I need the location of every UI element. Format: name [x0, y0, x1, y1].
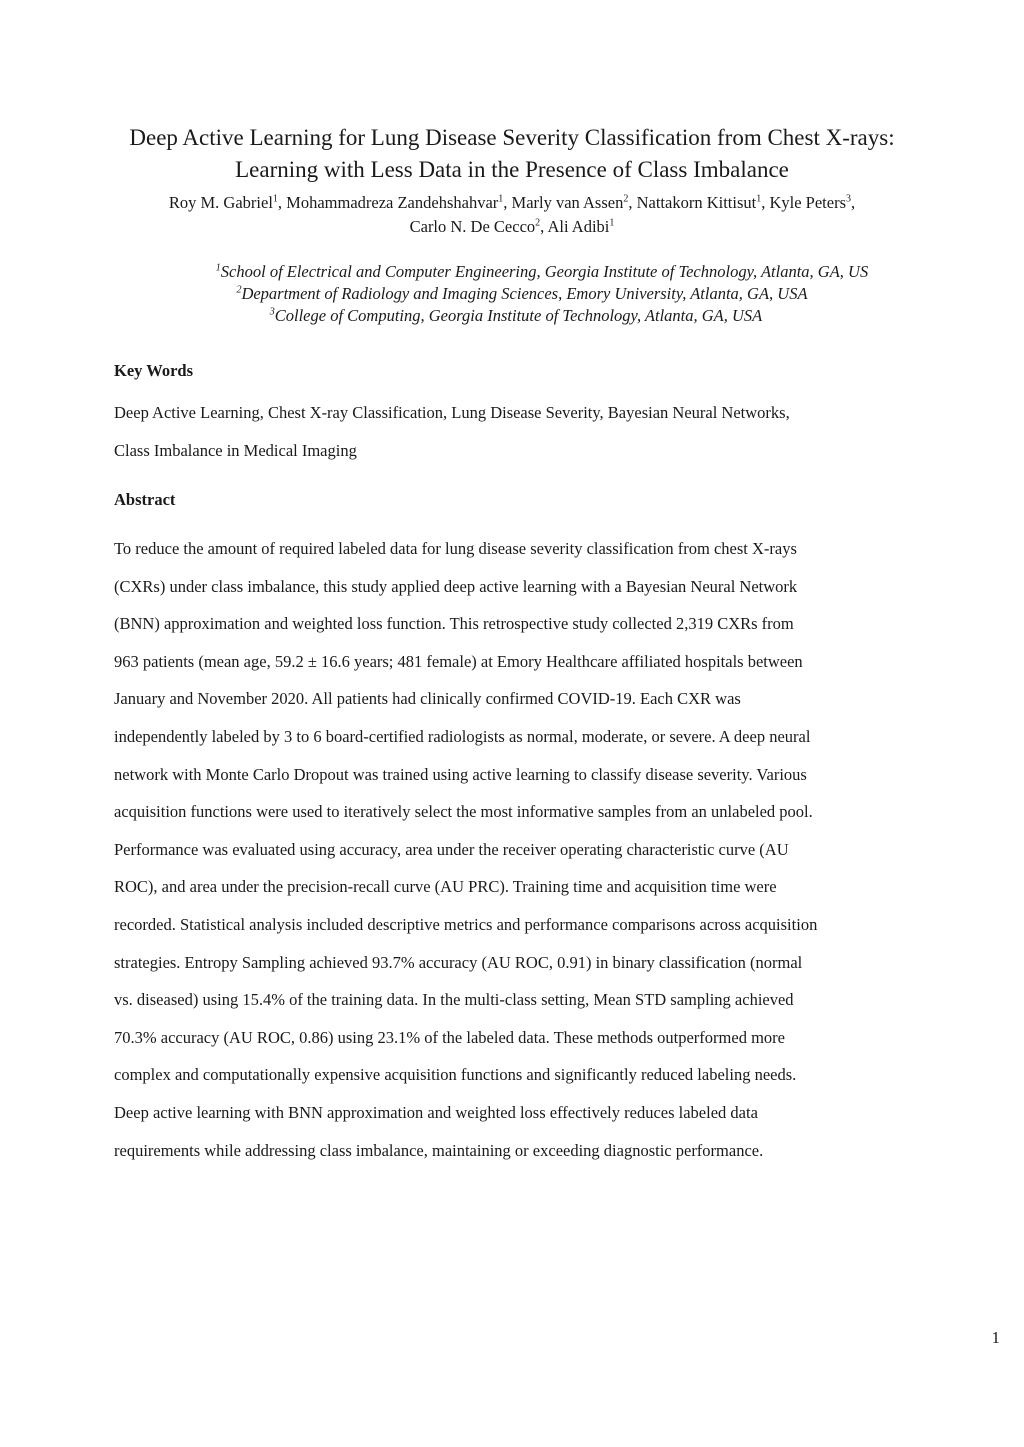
affiliation-item: [60, 305, 964, 327]
author-affiliation-mark: 1: [756, 193, 762, 205]
page-number: 1: [991, 1328, 1000, 1347]
affiliation-number: 1: [215, 262, 221, 274]
abstract-line: 70.3% accuracy (AU ROC, 0.86) using 23.1% of the labeled data. These methods outperformed more: [114, 1027, 785, 1047]
affiliation-item: [60, 283, 964, 305]
abstract-line: recorded. Statistical analysis included descriptive metrics and performance comparisons across acquisition: [114, 914, 818, 934]
paper-title: [60, 122, 964, 186]
author-name: Mohammadreza Zandehshahvar: [286, 193, 499, 212]
abstract-line: independently labeled by 3 to 6 board-certified radiologists as normal, moderate, or severe. A deep neural: [114, 726, 811, 746]
title-line: Learning with Less Data in the Presence of Class Imbalance: [235, 157, 789, 182]
abstract-line: network with Monte Carlo Dropout was trained using active learning to classify disease severity. Various: [114, 764, 807, 784]
abstract-line: strategies. Entropy Sampling achieved 93.7% accuracy (AU ROC, 0.91) in binary classification (normal: [114, 952, 803, 972]
abstract-line: vs. diseased) using 15.4% of the training data. In the multi-class setting, Mean STD sampling achieved: [114, 990, 794, 1010]
keywords-line: Deep Active Learning, Chest X-ray Classification, Lung Disease Severity, Bayesian Neural Networks,: [114, 403, 790, 422]
author-affiliation-mark: 2: [623, 193, 629, 205]
affiliation-text: College of Computing, Georgia Institute of Technology, Atlanta, GA, USA: [274, 306, 763, 325]
abstract-line: ROC), and area under the precision-recall curve (AU PRC). Training time and acquisition time were: [114, 877, 777, 897]
abstract-line: (CXRs) under class imbalance, this study applied deep active learning with a Bayesian Neural Network: [114, 576, 798, 596]
abstract-line: January and November 2020. All patients had clinically confirmed COVID-19. Each CXR was: [114, 689, 741, 709]
abstract-line: requirements while addressing class imbalance, maintaining or exceeding diagnostic performance.: [114, 1140, 764, 1160]
abstract-line: Performance was evaluated using accuracy, area under the receiver operating characteristic curve (AU: [114, 839, 789, 859]
abstract-line: Deep active learning with BNN approximation and weighted loss effectively reduces labeled data: [114, 1102, 758, 1122]
affiliation-item: [60, 261, 964, 283]
affiliation-list: [60, 261, 964, 327]
keywords-body: [114, 394, 914, 469]
author-name: Roy M. Gabriel: [168, 193, 273, 212]
author-separator: ,: [761, 193, 770, 212]
affiliation-text: Department of Radiology and Imaging Sciences, Emory University, Atlanta, GA, USA: [241, 284, 808, 303]
author-affiliation-mark: 1: [498, 193, 504, 205]
abstract-heading: Abstract: [114, 490, 176, 509]
abstract-line: complex and computationally expensive acquisition functions and significantly reduced labeling needs.: [114, 1065, 797, 1085]
author-line: [60, 215, 964, 239]
author-separator: ,: [277, 193, 287, 212]
affiliation-number: 3: [269, 306, 275, 318]
keywords-heading: Key Words: [114, 361, 193, 380]
affiliation-number: 2: [236, 284, 242, 296]
author-name: Carlo N. De Cecco: [409, 217, 536, 236]
author-name: Ali Adibi: [547, 217, 610, 236]
title-line: Deep Active Learning for Lung Disease Severity Classification from Chest X-rays:: [129, 125, 895, 150]
keywords-line: Class Imbalance in Medical Imaging: [114, 440, 357, 460]
abstract-body: [114, 530, 914, 1169]
author-line: [60, 191, 964, 215]
author-affiliation-mark: 3: [846, 193, 851, 205]
abstract-line: 963 patients (mean age, 59.2 ± 16.6 years; 481 female) at Emory Healthcare affiliated hospitals between: [114, 651, 803, 671]
author-list: [60, 191, 964, 239]
author-name: Nattakorn Kittisut: [636, 193, 757, 212]
author-affiliation-mark: 2: [535, 217, 541, 229]
abstract-line: (BNN) approximation and weighted loss function. This retrospective study collected 2,319 CXRs from: [114, 614, 794, 634]
affiliation-text: School of Electrical and Computer Engineering, Georgia Institute of Technology, Atlanta, GA, US: [220, 262, 869, 281]
author-name: Marly van Assen: [511, 193, 624, 212]
author-separator: ,: [503, 193, 512, 212]
abstract-line: acquisition functions were used to iteratively select the most informative samples from an unlabeled pool.: [114, 802, 813, 822]
author-separator: ,: [851, 193, 856, 212]
author-separator: ,: [628, 193, 637, 212]
author-name: Kyle Peters: [769, 193, 846, 212]
author-affiliation-mark: 1: [272, 193, 278, 205]
author-separator: ,: [540, 217, 548, 236]
author-affiliation-mark: 1: [609, 217, 615, 229]
abstract-line: To reduce the amount of required labeled data for lung disease severity classification from chest X-rays: [114, 539, 797, 558]
